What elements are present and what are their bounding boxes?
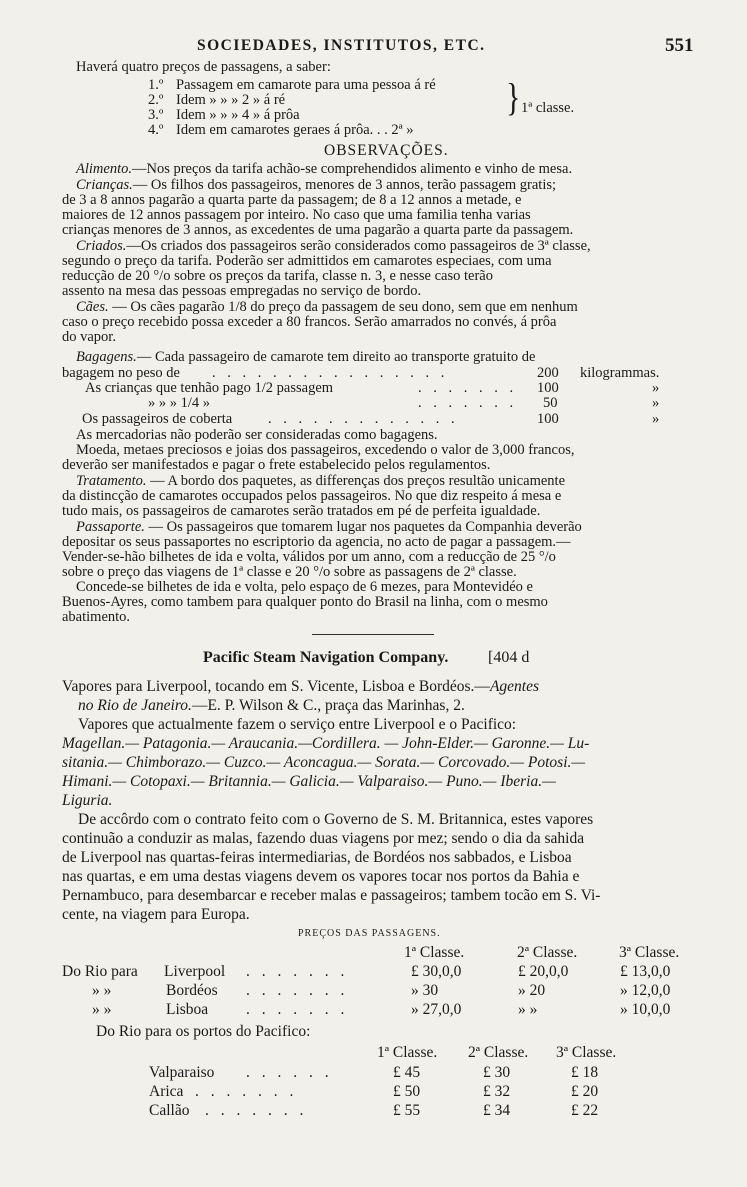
- fare-class-num: 1.º: [148, 77, 164, 93]
- tratamento-paragraph: [76, 474, 565, 489]
- bracket-brace: }: [506, 76, 521, 120]
- fare-cell: » 27,0,0: [411, 1001, 462, 1018]
- observacoes-title: OBSERVAÇÕES.: [324, 142, 449, 159]
- ship-list-line: Liguria.: [62, 792, 113, 809]
- bagagens-line: As crianças que tenhão pago 1/2 passagem: [85, 380, 334, 396]
- contract-line: de Liverpool nas quartas-feiras intermediarias, de Bordéos nos sabbados, e Lisboa: [62, 849, 572, 866]
- contract-line: Pernambuco, para desembarcar e receber malas e passageiros; tambem tocão em S. Vi-: [62, 887, 601, 904]
- fare-class-num: 2.º: [148, 92, 164, 108]
- criados-line: assento na mesa das pessoas empregadas no serviço de bordo.: [62, 283, 422, 299]
- fare-cell: » 10,0,0: [620, 1001, 671, 1018]
- fare-cell: » 20: [518, 982, 546, 999]
- bagagens-weight: 100: [537, 411, 559, 427]
- criancas-line: maiores de 12 annos passagem por inteiro. No caso que uma familia tenha varias: [62, 207, 531, 223]
- fare-class-num: 3.º: [148, 107, 164, 123]
- column-header: 2ª Classe.: [517, 944, 578, 961]
- bagagens-weight: 100: [537, 380, 559, 396]
- leader-dots: . . . . . . .: [418, 395, 518, 411]
- ditto-mark: »: [652, 380, 660, 396]
- leader-dots: . . . . . . . . . . . . .: [268, 411, 459, 427]
- fare-class-text: Idem » » » 4 » á prôa: [176, 107, 300, 123]
- ditto-mark: »: [652, 411, 660, 427]
- pacific-agents-text: —E. P. Wilson & C., praça das Marinhas, 2.: [191, 697, 465, 714]
- intro-text: Haverá quatro preços de passagens, a saber:: [76, 59, 331, 75]
- tratamento-line: — A bordo dos paquetes, as differenças dos preços resultão unicamente: [146, 473, 566, 489]
- row-destination: Liverpool: [164, 963, 226, 980]
- caes-line: do vapor.: [62, 329, 116, 345]
- bagagens-line: — Cada passageiro de camarote tem direito ao transporte gratuito de: [136, 349, 536, 365]
- fare-cell: £ 20,0,0: [518, 963, 569, 980]
- ship-list-line: Magellan.— Patagonia.— Araucania.—Cordillera. — John-Elder.— Garonne.— Lu-: [62, 735, 590, 752]
- fare-cell: £ 13,0,0: [620, 963, 671, 980]
- row-prefix: » »: [92, 982, 112, 999]
- bagagens-line: » » » 1/4 »: [148, 395, 211, 411]
- leader-dots: . . . . . .: [246, 1064, 333, 1081]
- bagagens-weight: 200: [537, 365, 559, 381]
- fare-class-text: Idem » » » 2 » á ré: [176, 92, 286, 108]
- section-divider: [312, 634, 434, 635]
- alimento-label: Alimento.: [76, 161, 132, 177]
- caes-line: caso o preço recebido possa exceder a 80 francos. Serão amarrados no convés, á prôa: [62, 314, 557, 330]
- fare-cell: £ 32: [483, 1083, 511, 1100]
- passaporte-line: depositar os seus passaportes no escriptorio da agencia, no acto de pagar a passagem.—: [62, 534, 571, 550]
- contract-line: De accôrdo com o contrato feito com o Governo de S. M. Britannica, estes vapores: [78, 811, 594, 828]
- column-header: 3ª Classe.: [556, 1044, 617, 1061]
- bagagens-line: Moeda, metaes preciosos e joias dos passageiros, excedendo o valor de 3,000 francos,: [76, 442, 575, 458]
- leader-dots: . . . . . . .: [246, 982, 349, 999]
- bagagens-paragraph: [76, 350, 535, 365]
- passaporte-line: abatimento.: [62, 609, 131, 625]
- tratamento-line: da distincção de camarotes occupados pelos passageiros. No que diz respeito á mesa e: [62, 488, 562, 504]
- criados-line: segundo o preço da tarifa. Poderão ser admittidos em camarotes especiaes, com uma: [62, 253, 552, 269]
- passaporte-label: Passaporte.: [76, 519, 145, 535]
- pacific-ports-title: Do Rio para os portos do Pacifico:: [96, 1023, 311, 1040]
- leader-dots: . . . . . . .: [246, 1001, 349, 1018]
- leader-dots: . . . . . . .: [418, 380, 518, 396]
- column-header: 1ª Classe.: [404, 944, 465, 961]
- passaporte-line: — Os passageiros que tomarem lugar nos paquetes da Companhia deverão: [144, 519, 582, 535]
- fare-cell: £ 30,0,0: [411, 963, 462, 980]
- pacific-intro-agentes: Agentes: [489, 678, 540, 695]
- criados-line: reducção de 20 °/o sobre os preços da tarifa, classe n. 3, e nesse caso terão: [62, 268, 493, 284]
- ditto-mark: »: [652, 395, 660, 411]
- pacific-heading-ref: [404 d: [488, 649, 530, 666]
- bagagens-line: deverão ser manifestados e pagar o frete estabelecido pelos regulamentos.: [62, 457, 491, 473]
- fare-cell: £ 34: [483, 1102, 511, 1119]
- row-destination: Arica: [149, 1083, 184, 1100]
- tratamento-label: Tratamento.: [76, 473, 147, 489]
- bagagens-weight: 50: [543, 395, 558, 411]
- leader-dots: . . . . . . .: [246, 963, 349, 980]
- fare-class-num: 4.º: [148, 122, 164, 138]
- fare-class-text: Passagem em camarote para uma pessoa á ré: [176, 77, 436, 93]
- ship-list-line: sitania.— Chimborazo.— Cuzco.— Aconcagua.— Sorata.— Corcovado.— Potosi.—: [62, 754, 586, 771]
- fare-cell: £ 30: [483, 1064, 511, 1081]
- fare-cell: » 30: [411, 982, 439, 999]
- criancas-line: de 3 a 8 annos pagarão a quarta parte da passagem; de 8 a 12 annos a metade, e: [62, 192, 522, 208]
- fare-cell: £ 45: [393, 1064, 421, 1081]
- criancas-label: Crianças.: [76, 177, 133, 193]
- criancas-paragraph: [76, 178, 556, 193]
- criancas-line: crianças menores de 3 annos, as excedentes de uma pagarão a quarta parte da passagem.: [62, 222, 574, 238]
- bagagens-label: Bagagens.: [76, 349, 137, 365]
- pacific-intro-text: Vapores para Liverpool, tocando em S. Vicente, Lisboa e Bordéos.—: [62, 678, 490, 695]
- bagagens-line: As mercadorias não poderão ser consideradas como bagagens.: [76, 427, 438, 443]
- leader-dots: . . . . . . .: [195, 1083, 298, 1100]
- criancas-line: — Os filhos dos passageiros, menores de 3 annos, terão passagem gratis;: [132, 177, 557, 193]
- criados-label: Criados.: [76, 238, 127, 254]
- passaporte-line: Concede-se bilhetes de ida e volta, pelo espaço de 6 mezes, para Montevidéo e: [76, 579, 533, 595]
- ship-list-line: Himani.— Cotopaxi.— Britannia.— Galicia.— Valparaiso.— Puno.— Iberia.—: [62, 773, 556, 790]
- running-title: SOCIEDADES, INSTITUTOS, ETC.: [197, 37, 486, 54]
- prices-title: PREÇOS DAS PASSAGENS.: [298, 928, 441, 939]
- row-destination: Callão: [149, 1102, 190, 1119]
- row-prefix: Do Rio para: [62, 963, 138, 980]
- leader-dots: . . . . . . . . . . . . . . . .: [212, 365, 449, 381]
- row-destination: Lisboa: [166, 1001, 209, 1018]
- alimento-paragraph: [76, 162, 572, 177]
- page-number: 551: [665, 35, 694, 56]
- pacific-line: Vapores que actualmente fazem o serviço entre Liverpool e o Pacifico:: [78, 716, 517, 733]
- alimento-text: —Nos preços da tarifa achão-se comprehendidos alimento e vinho de mesa.: [131, 161, 573, 177]
- passaporte-line: Vender-se-hão bilhetes de ida e volta, válidos por um anno, com a reducção de 25 °/o: [62, 549, 556, 565]
- column-header: 3ª Classe.: [619, 944, 680, 961]
- column-header: 2ª Classe.: [468, 1044, 529, 1061]
- fare-cell: » »: [518, 1001, 538, 1018]
- fare-cell: » 12,0,0: [620, 982, 671, 999]
- bagagens-line: Os passageiros de coberta: [82, 411, 233, 427]
- column-header: 1ª Classe.: [377, 1044, 438, 1061]
- criados-paragraph: [76, 239, 591, 254]
- bagagens-line: bagagem no peso de: [62, 365, 180, 381]
- fare-cell: £ 18: [571, 1064, 599, 1081]
- caes-label: Cães.: [76, 299, 109, 315]
- leader-dots: . . . . . . .: [205, 1102, 308, 1119]
- passaporte-line: Buenos-Ayres, como tambem para qualquer ponto do Brasil na linha, com o mesmo: [62, 594, 548, 610]
- row-prefix: » »: [92, 1001, 112, 1018]
- fare-cell: £ 22: [571, 1102, 599, 1119]
- pacific-intro: [62, 679, 539, 695]
- caes-paragraph: [76, 300, 578, 315]
- row-destination: Bordéos: [166, 982, 218, 999]
- contract-line: continuão a conduzir as malas, fazendo duas viagens por mez; sendo o dia da sahida: [62, 830, 585, 847]
- bracket-label: 1ª classe.: [521, 100, 575, 116]
- passaporte-line: sobre o preço das viagens de 1ª classe e 20 °/o sobre as passagens de 2ª classe.: [62, 564, 517, 580]
- tratamento-line: tudo mais, os passageiros de camarotes serão tratados em pé de perfeita igualdade.: [62, 503, 541, 519]
- pacific-heading: Pacific Steam Navigation Company.: [203, 649, 449, 666]
- contract-line: cente, na viagem para Europa.: [62, 906, 250, 923]
- fare-class-text: Idem em camarotes geraes á prôa. . . 2ª »: [176, 122, 414, 138]
- fare-cell: £ 50: [393, 1083, 421, 1100]
- criados-line: —Os criados dos passageiros serão considerados como passageiros de 3ª classe,: [126, 238, 591, 254]
- pacific-agents-place: no Rio de Janeiro.: [78, 697, 192, 714]
- fare-cell: £ 20: [571, 1083, 599, 1100]
- pacific-agents: [78, 698, 465, 714]
- caes-line: — Os cães pagarão 1/8 do preço da passagem de seu dono, sem que em nenhum: [108, 299, 578, 315]
- fare-cell: £ 55: [393, 1102, 421, 1119]
- contract-line: nas quartas, e em uma destas viagens devem os vapores tocar nos portos da Bahia e: [62, 868, 580, 885]
- bagagens-unit: kilogrammas.: [580, 365, 660, 381]
- row-destination: Valparaiso: [149, 1064, 215, 1081]
- passaporte-paragraph: [76, 520, 582, 535]
